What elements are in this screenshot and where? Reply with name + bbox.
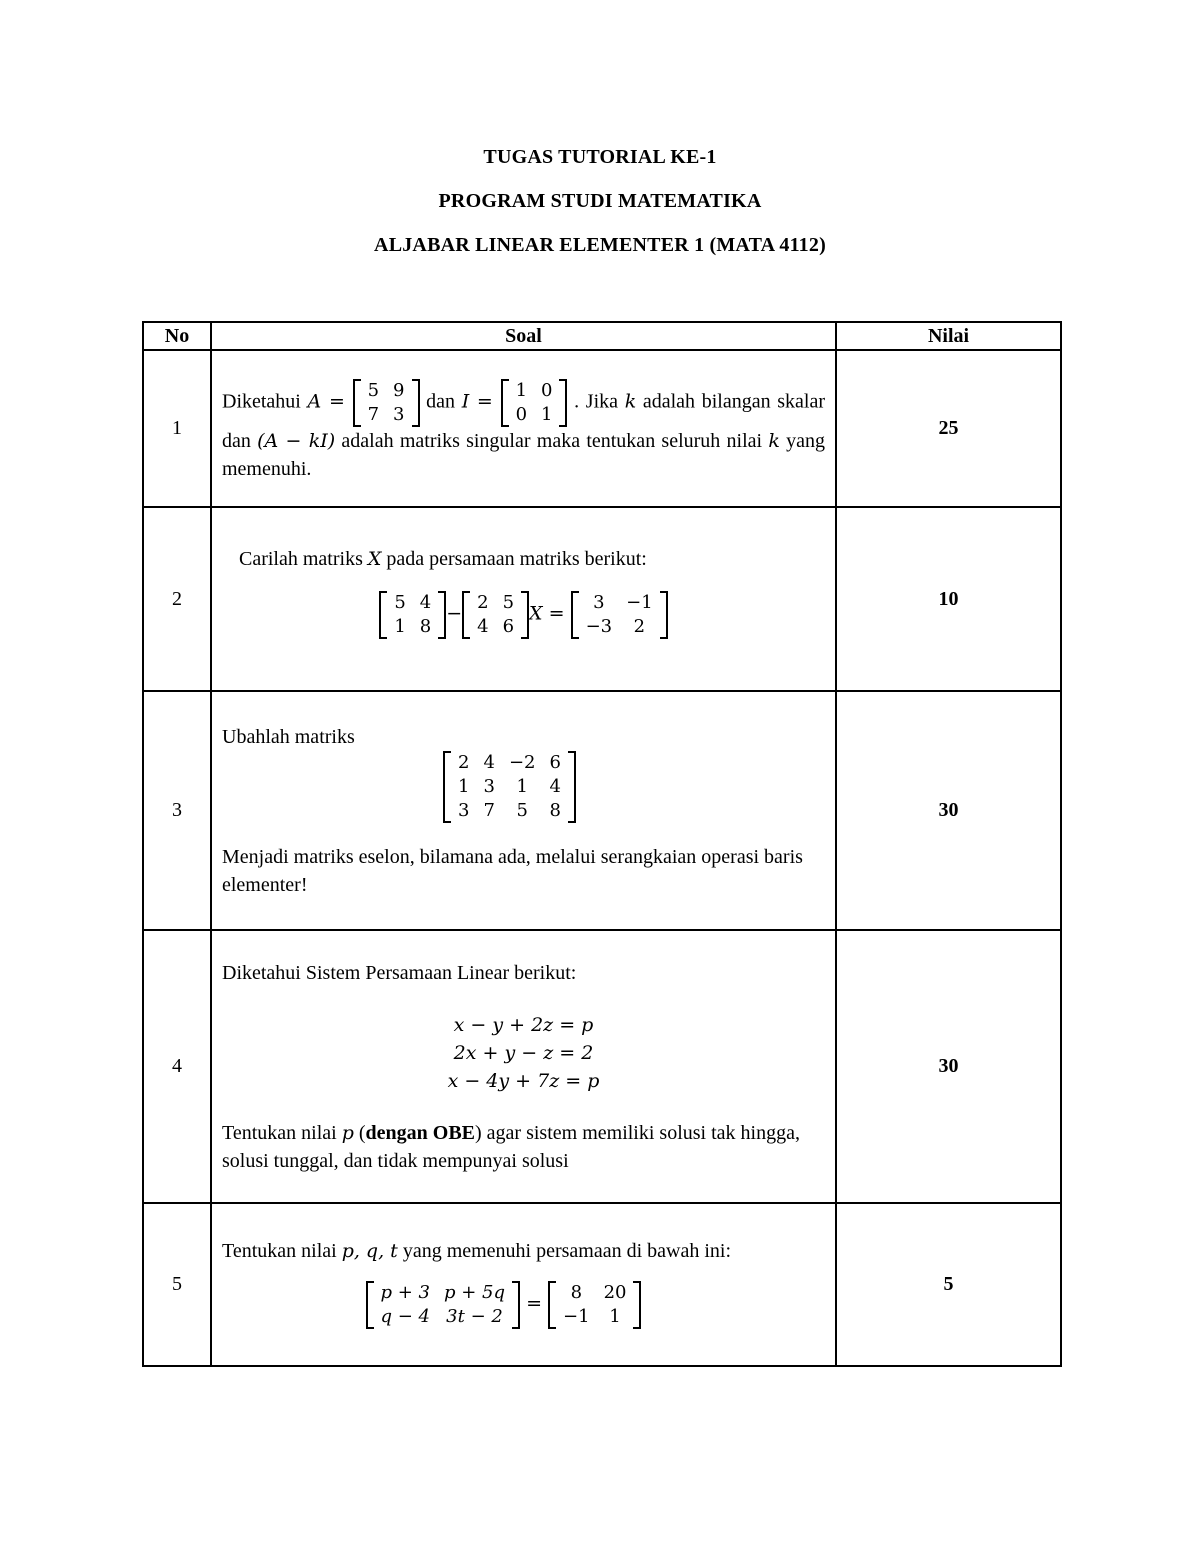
document-header: [0, 142, 1200, 274]
header-nilai: Nilai: [836, 322, 1061, 350]
matrix-entry: 1: [541, 403, 553, 425]
row-number: 1: [143, 350, 211, 507]
equation-2: 2x + y − z = 2: [453, 1041, 594, 1064]
question-cell: [211, 691, 836, 930]
bracket-right: [512, 1281, 520, 1329]
matrix-entry: 2: [633, 616, 646, 637]
matrix-entry: 7: [367, 403, 380, 425]
question-cell: [211, 930, 836, 1203]
matrix-entry: 1: [394, 616, 406, 637]
bracket-right: [568, 751, 576, 823]
matrix-entry: 4: [419, 592, 432, 613]
score-value: 30: [836, 930, 1061, 1203]
matrix-grid: [374, 1281, 513, 1329]
question-text: Diketahui A = 5 9 7 3 dan I = 1 0 0 1 . Jika k adalah bilangan skalar dan (A − kI) adalah matriks singular maka tentukan seluruh nilai k yang memenuhi.: [222, 379, 826, 480]
matrix-grid: [470, 591, 521, 639]
matrix-grid: [579, 591, 660, 639]
title-tugas: TUGAS TUTORIAL KE-1: [483, 146, 717, 168]
matrix-entry: 8: [570, 1281, 583, 1303]
bracket-right: [660, 591, 668, 639]
header-no: No: [143, 322, 211, 350]
matrix-entry: 2: [458, 751, 470, 773]
matrix-entry: 20: [603, 1281, 627, 1303]
bracket-right: [412, 379, 420, 427]
matrix-entry: 1: [515, 379, 528, 401]
matrix-3x4: [443, 751, 576, 823]
matrix-i: [501, 379, 568, 427]
question-text: Tentukan nilai p, q, t yang memenuhi persamaan di bawah ini:: [222, 1239, 732, 1262]
matrix-pq: [366, 1281, 521, 1329]
matrix-grid: [361, 379, 412, 427]
score-value: 5: [836, 1203, 1061, 1366]
matrix-grid: [509, 379, 560, 427]
matrix-2: [462, 591, 529, 639]
equation-3: x − 4y + 7z = p: [447, 1069, 600, 1092]
matrix-grid: [556, 1281, 633, 1329]
matrix-entry: 4: [549, 775, 561, 797]
score-value: 10: [836, 507, 1061, 691]
matrix-entry: 7: [483, 799, 495, 821]
matrix-entry: q − 4: [380, 1305, 430, 1327]
matrix-entry: 1: [458, 775, 470, 797]
question-instruction: Menjadi matriks eselon, bilamana ada, melalui serangkaian operasi baris elementer!: [222, 845, 803, 896]
row-number: 4: [143, 930, 211, 1203]
matrix-entry: 8: [549, 799, 561, 821]
question-cell: [211, 1203, 836, 1366]
bracket-left: [571, 591, 579, 639]
matrix-entry: 9: [393, 379, 405, 401]
matrix-entry: 5: [516, 799, 528, 821]
matrix-equation: p + 3 p + 5q q − 4 3t − 2 = 8 20 −1 1: [222, 1281, 825, 1329]
row-number: 2: [143, 507, 211, 691]
matrix-entry: 3: [483, 775, 495, 797]
matrix-entry: 3: [593, 592, 605, 613]
matrix-a: [353, 379, 420, 427]
question-text: Ubahlah matriks: [222, 725, 355, 748]
title-course: ALJABAR LINEAR ELEMENTER 1 (MATA 4112): [374, 234, 826, 256]
table-row: [143, 507, 1061, 691]
title-program: PROGRAM STUDI MATEMATIKA: [438, 190, 762, 212]
equation-1: x − y + 2z = p: [453, 1013, 594, 1036]
bracket-left: [443, 751, 451, 823]
matrix-entry: 3t − 2: [446, 1305, 503, 1327]
equation-system: [222, 1011, 825, 1095]
matrix-entry: 4: [477, 616, 489, 637]
score-value: 25: [836, 350, 1061, 507]
question-cell: [211, 507, 836, 691]
matrix-entry: 1: [609, 1305, 621, 1327]
matrix-entry: 0: [541, 379, 553, 401]
table-row: [143, 350, 1061, 507]
bracket-left: [548, 1281, 556, 1329]
bracket-left: [366, 1281, 374, 1329]
bracket-left: [353, 379, 361, 427]
matrix-entry: 6: [549, 751, 561, 773]
bracket-left: [462, 591, 470, 639]
bracket-left: [501, 379, 509, 427]
matrix-entry: 5: [502, 592, 515, 613]
score-value: 30: [836, 691, 1061, 930]
matrix-entry: 3: [458, 799, 470, 821]
matrix-entry: 8: [419, 616, 432, 637]
matrix-entry: p + 3: [380, 1281, 430, 1303]
question-instruction: Tentukan nilai p (dengan OBE) agar sistem memiliki solusi tak hingga, solusi tunggal, dan tidak mempunyai solusi: [222, 1121, 800, 1172]
matrix-entry: −2: [508, 751, 536, 773]
matrix-entry: 3: [393, 403, 405, 425]
matrix-equation: 5 4 1 8 − 2 5 4 6 X = 3 −1 −3 2: [222, 591, 825, 639]
row-number: 5: [143, 1203, 211, 1366]
matrix-values: [548, 1281, 641, 1329]
matrix-entry: 2: [477, 592, 489, 613]
matrix-block: [222, 751, 825, 823]
question-cell: [211, 350, 836, 507]
bracket-left: [379, 591, 387, 639]
matrix-grid: [387, 591, 438, 639]
matrix-3: [571, 591, 668, 639]
matrix-entry: −1: [563, 1305, 590, 1327]
table-row: [143, 1203, 1061, 1366]
matrix-entry: −1: [626, 592, 653, 613]
matrix-entry: 4: [483, 751, 495, 773]
question-text: Carilah matriks X pada persamaan matriks berikut:: [239, 548, 647, 570]
table-row: [143, 691, 1061, 930]
matrix-entry: 1: [516, 775, 528, 797]
row-number: 3: [143, 691, 211, 930]
matrix-entry: 5: [367, 379, 380, 401]
bracket-right: [521, 591, 529, 639]
matrix-entry: 5: [394, 592, 406, 613]
table-header-row: [143, 322, 1061, 350]
header-soal: Soal: [211, 322, 836, 350]
assignment-table: [142, 321, 1062, 1367]
bracket-right: [633, 1281, 641, 1329]
table-row: [143, 930, 1061, 1203]
matrix-grid: [451, 751, 568, 823]
question-text: Diketahui Sistem Persamaan Linear berikut:: [222, 961, 577, 984]
matrix-1: [379, 591, 446, 639]
matrix-entry: 0: [515, 403, 528, 425]
matrix-entry: p + 5q: [444, 1281, 506, 1303]
matrix-entry: 6: [502, 616, 515, 637]
matrix-entry: −3: [585, 616, 613, 637]
